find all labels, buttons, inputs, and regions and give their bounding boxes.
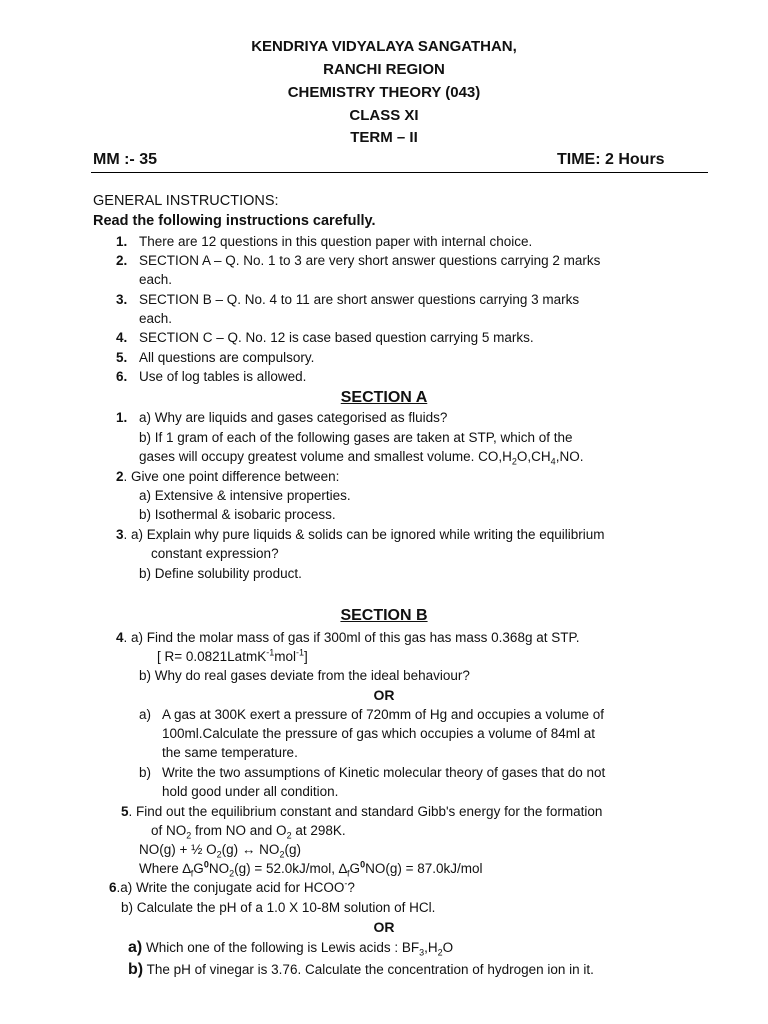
q5-given-data: Where $\Delta_fG^0NO_2(g) = 52.0kJ/mol$, $\Delta_fG^0NO(g) = 87.0kJ/mol$ xyxy=(139,859,483,879)
instruction-text: SECTION C – Q. No. 12 is case based question carrying 5 marks. xyxy=(139,330,534,345)
q5-line1: 5. Find out the equilibrium constant and standard Gibb's energy for the formation xyxy=(121,804,603,819)
header-divider xyxy=(91,172,708,173)
q2-part-b: b) Isothermal & isobaric process. xyxy=(139,507,336,522)
q4-alt-b-line2: hold good under all condition. xyxy=(162,784,339,799)
instruction-number: 6. xyxy=(116,369,128,384)
q6-alt-a: a) Which one of the following is Lewis acids : $BF_3,H_2O$ xyxy=(128,939,454,958)
q1-part-a: a) Why are liquids and gases categorised as fluids? xyxy=(139,410,448,425)
q3-line2: constant expression? xyxy=(151,546,279,561)
instruction-text: SECTION B – Q. No. 4 to 11 are short answer questions carrying 3 marks xyxy=(139,292,580,307)
instruction-number: 4. xyxy=(116,330,128,345)
q3-part-b: b) Define solubility product. xyxy=(139,566,302,581)
max-marks: MM :- 35 xyxy=(93,151,157,168)
section-b-title: SECTION B xyxy=(340,607,428,624)
q4-alt-a-line2: 100ml.Calculate the pressure of gas which occupies a volume of 84ml at xyxy=(162,726,595,741)
instruction-text-cont: each. xyxy=(139,272,173,287)
exam-time: TIME: 2 Hours xyxy=(557,151,665,168)
q4-or: OR xyxy=(373,687,395,703)
q6-or: OR xyxy=(373,919,395,935)
q4-alt-a-line3: the same temperature. xyxy=(162,745,298,760)
q2-part-a: a) Extensive & intensive properties. xyxy=(139,488,351,503)
q6-part-b: b) Calculate the pH of a 1.0 X 10-8M solution of HCl. xyxy=(121,900,436,915)
instruction-text-cont: each. xyxy=(139,311,173,326)
question-number: 1. xyxy=(116,410,128,425)
instruction-text: All questions are compulsory. xyxy=(139,350,315,365)
instruction-text: Use of log tables is allowed. xyxy=(139,369,307,384)
instructions-heading: GENERAL INSTRUCTIONS: xyxy=(93,193,279,209)
q4-alt-b-label: b) xyxy=(139,765,152,780)
q5-equation: NO(g) + ½ $O_2(g)$ ↔ $NO_2(g)$ xyxy=(139,842,301,860)
header-line-region: RANCHI REGION xyxy=(323,61,445,78)
q1-part-b-line1: b) If 1 gram of each of the following gases are taken at STP, which of the xyxy=(139,430,573,445)
instruction-number: 2. xyxy=(116,253,128,268)
q4-part-b: b) Why do real gases deviate from the ideal behaviour? xyxy=(139,668,470,683)
q2-line: 2. Give one point difference between: xyxy=(116,469,340,484)
header-line-class: CLASS XI xyxy=(349,107,419,124)
instruction-number: 1. xyxy=(116,234,128,249)
q4-line1: 4. a) Find the molar mass of gas if 300ml of this gas has mass 0.368g at STP. xyxy=(116,630,580,645)
q4-gas-constant: [ R= 0.0821LatmK$^{-1}$mol$^{-1}$] xyxy=(157,647,308,664)
q5-line2: of $NO_2$ from NO and $O_2$ at 298K. xyxy=(151,823,346,841)
section-a-title: SECTION A xyxy=(340,389,428,406)
instruction-number: 5. xyxy=(116,350,128,365)
q4-alt-a-line1: A gas at 300K exert a pressure of 720mm of Hg and occupies a volume of xyxy=(162,707,604,722)
instruction-number: 3. xyxy=(116,292,128,307)
q4-alt-a-label: a) xyxy=(139,707,152,722)
q6-alt-b: b) The pH of vinegar is 3.76. Calculate the concentration of hydrogen ion in it. xyxy=(128,961,594,978)
header-line-subject: CHEMISTRY THEORY (043) xyxy=(287,84,481,101)
q6-part-a: 6.a) Write the conjugate acid for HCOO-? xyxy=(109,878,355,895)
q1-part-b-line2: gases will occupy greatest volume and smallest volume. $CO,H_2O,CH_4,NO$. xyxy=(139,449,584,467)
instruction-text: SECTION A – Q. No. 1 to 3 are very short answer questions carrying 2 marks xyxy=(139,253,601,268)
instruction-text: There are 12 questions in this question paper with internal choice. xyxy=(139,234,533,249)
q3-line1: 3. a) Explain why pure liquids & solids can be ignored while writing the equilibrium xyxy=(116,527,605,542)
instructions-subheading: Read the following instructions carefully. xyxy=(93,213,376,229)
q4-alt-b-line1: Write the two assumptions of Kinetic molecular theory of gases that do not xyxy=(162,765,606,780)
header-line-org: KENDRIYA VIDYALAYA SANGATHAN, xyxy=(251,38,517,55)
header-line-term: TERM – II xyxy=(350,129,418,146)
